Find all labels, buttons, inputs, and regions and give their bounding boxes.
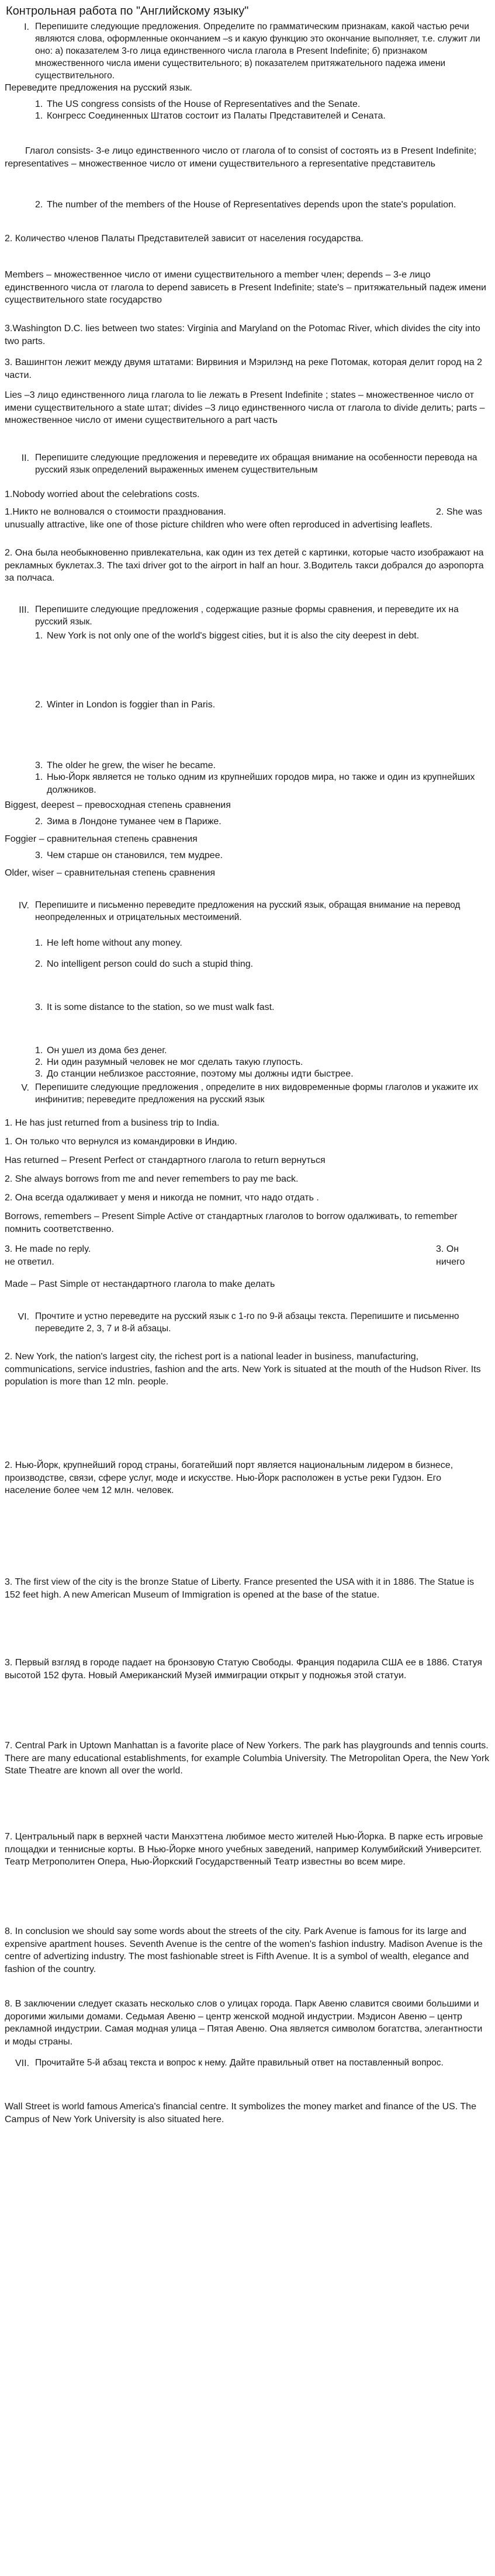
list-item	[35, 1056, 485, 1069]
section-instructions: Прочтите и устно переведите на русский язык с 1-го по 9-й абзацы текста. Перепишите и письменно переведите 2, 3, 7 и 8-й абзацы.	[35, 1311, 459, 1334]
list-item-text: Winter in London is foggier than in Paris.	[47, 700, 216, 710]
list-item-number: 1.	[35, 99, 43, 109]
paragraph: 2. She always borrows from me and never remembers to pay me back.	[5, 1174, 299, 1184]
paragraph: Глагол consists- 3-е лицо единственного число от глагола of to consist of состоять из в Present Indefinite; representatives – множественное число от имени существительного a representative представитель	[5, 146, 477, 169]
section-1	[15, 21, 483, 82]
list-item	[35, 630, 485, 643]
list-item	[35, 759, 485, 772]
sentence: не ответил.	[5, 1256, 54, 1267]
paragraph: Older, wiser – сравнительная степень сравнения	[5, 868, 216, 878]
section-4	[15, 900, 483, 924]
paragraph: 1. He has just returned from a business trip to India.	[5, 1118, 220, 1128]
list-item-text: New York is not only one of the world's biggest cities, but it is also the city deepest in debt.	[47, 631, 420, 641]
section-number: V.	[21, 1083, 29, 1093]
paragraph: 8. В заключении следует сказать несколько слов о улицах города. Парк Авеню славится своими большими и дорогими жилыми домами. Седьмая Авеню – центр женской модной индустрии. Мэдисон Авеню – центр рекламной индустрии. Самая модная улица – Пятая Авеню. Она является символом богатства, элегантности и моды страны.	[5, 1999, 483, 2047]
paragraph	[5, 506, 490, 531]
list-item	[35, 815, 485, 828]
list-item-text: Нью-Йорк является не только одним из крупнейших городов мира, но также и один из крупнейших должников.	[47, 772, 475, 795]
paragraph: 3.Washington D.C. lies between two states: Virginia and Maryland on the Potomac River, which divides the city into two parts.	[5, 324, 480, 346]
list-item-text: Он ушел из дома без денег.	[47, 1046, 167, 1056]
paragraph: 2. Нью-Йорк, крупнейший город страны, богатейший порт является национальным лидером в бизнесе, производстве, связи, сфере услуг, моде и искусстве. Нью-Йорк расположен в устье реки Гудзон. Его население более чем 12 млн. человек.	[5, 1460, 454, 1496]
section-3	[15, 604, 483, 629]
list-item-number: 2.	[35, 817, 43, 827]
paragraph: 2. Количество членов Палаты Представителей зависит от населения государства.	[5, 234, 364, 244]
section-instructions: Перепишите следующие предложения. Определите по грамматическим признакам, какой частью речи являются слова, оформленные окончанием –s и какую функцию это окончание выполняет, т.е. служит ли оно: а) показателем 3-го лица единственного числа глагола в Present Indefinite; б) признаком множественного числа имени существительного; в) показателем притяжательного падежа имени существительного.	[35, 22, 480, 81]
list-item	[35, 849, 485, 862]
list-item-number: 2.	[35, 200, 43, 210]
paragraph: Borrows, remembers – Present Simple Active от стандартных глаголов to borrow одалживать, to remember помнить соответственно.	[5, 1211, 458, 1234]
paragraph: 2. New York, the nation's largest city, the richest port is a national leader in business, manufacturing, communications, service industries, fashion and the arts. New York is situated at the mouth of the Hudson River. Its population is more than 12 mln. people.	[5, 1352, 481, 1387]
list-item-text: Зима в Лондоне туманее чем в Париже.	[47, 817, 221, 827]
list-item	[35, 771, 485, 796]
paragraph: 3. Первый взгляд в городе падает на бронзовую Статую Свободы. Франция подарила США ее в 1886. Статуя высотой 152 фута. Новый Американский Музей иммиграции открыт у подножья этой статуи.	[5, 1658, 483, 1681]
section-5	[15, 1082, 483, 1106]
paragraph: 1. Он только что вернулся из командировки в Индию.	[5, 1137, 237, 1147]
paragraph: Wall Street is world famous America's financial centre. It symbolizes the money market and finance of the US. The Campus of New York University is also situated here.	[5, 2102, 476, 2124]
list-item-text: The older he grew, the wiser he became.	[47, 761, 216, 770]
section-instructions: Перепишите и письменно переведите предложения на русский язык, обращая внимание на перевод неопределенных и отрицательных местоимений.	[35, 900, 461, 922]
list-item-number: 1.	[35, 772, 43, 782]
paragraph: Lies –3 лицо единственного лица глагола to lie лежать в Present Indefinite ; states – множественное число от имени существительного a state штат; divides –3 лицо единственного числа от глагола to divide делить; parts – множественное число от имени существительного a part часть	[5, 390, 485, 426]
list-item-number: 2.	[35, 700, 43, 710]
sentence: 2. Она была необыкновенно привлекательна, как один из тех детей с картинки, которые часто изображают на рекламных буклетах.3. The taxi driver got to the airport in half an hour.	[5, 548, 484, 571]
section-instructions: Прочитайте 5-й абзац текста и вопрос к нему. Дайте правильный ответ на поставленный вопрос.	[35, 2058, 444, 2068]
paragraph: Has returned – Present Perfect от стандартного глагола to return вернуться	[5, 1155, 326, 1165]
paragraph: 1.Nobody worried about the celebrations costs.	[5, 489, 200, 499]
list-item-text: The US congress consists of the House of Representatives and the Senate.	[47, 99, 361, 109]
list-item	[35, 699, 485, 711]
paragraph: 8. In conclusion we should say some words about the streets of the city. Park Avenue is famous for its large and expensive apartment houses. Seventh Avenue is the centre of the women's fashion industry. Madison Avenue is the centre of advertizing industry. The most fashionable street is Fifth Avenue. It is a symbol of wealth, elegance and fashion of the country.	[5, 1926, 483, 1974]
list-item-text: Чем старше он становился, тем мудрее.	[47, 850, 223, 860]
section-6	[15, 1311, 483, 1335]
list-item	[35, 937, 485, 950]
paragraph: Переведите предложения на русский язык.	[5, 83, 192, 93]
section-instructions: Перепишите следующие предложения , определите в них видовременные формы глаголов и укажите их инфинитив; переведите предложения на русский язык	[35, 1082, 479, 1105]
list-item	[35, 98, 485, 111]
paragraph: Members – множественное число от имени существительного a member член; depends – 3-е лицо единственного числа от глагола to depend зависеть в Present Indefinite; state's – притяжательный падеж имени существительного state государство	[5, 270, 486, 305]
list-item-number: 1.	[35, 111, 43, 121]
list-item-text: It is some distance to the station, so we must walk fast.	[47, 1002, 275, 1012]
list-item	[35, 958, 485, 971]
sentence: 1.Никто не волновался о стоимости празднования.	[5, 507, 226, 517]
list-item	[35, 199, 485, 211]
section-instructions: Перепишите следующие предложения и переведите их обращая внимание на особенности перевода на русский язык определений выраженных именем существительным	[35, 453, 477, 475]
sentence: unusually attractive, like one of those picture children who were often reproduced in advertising leaflets.	[5, 519, 432, 530]
section-number: I.	[24, 22, 29, 32]
list-item-number: 3.	[35, 850, 43, 860]
list-item	[35, 1001, 485, 1014]
list-item-text: The number of the members of the House of Representatives depends upon the state's population.	[47, 200, 456, 210]
section-number: III.	[19, 605, 29, 615]
paragraph: 7. Central Park in Uptown Manhattan is a favorite place of New Yorkers. The park has playgrounds and tennis courts. There are many educational establishments, for example Columbia University. The Metropolitan Opera, the New York State Theatre are known all over the world.	[5, 1741, 490, 1776]
section-number: VII.	[15, 2058, 30, 2068]
list-item-text: He left home without any money.	[47, 938, 182, 948]
list-item	[35, 110, 485, 123]
section-number: IV.	[18, 901, 29, 911]
section-2	[15, 452, 483, 477]
section-7	[15, 2057, 483, 2070]
list-item-number: 1.	[35, 938, 43, 948]
list-item-text: До станции неблизкое расстояние, поэтому мы должны идти быстрее.	[47, 1069, 354, 1079]
paragraph	[5, 547, 490, 585]
paragraph: Made – Past Simple от нестандартного глагола to make делать	[5, 1279, 275, 1289]
list-item-number: 2.	[35, 959, 43, 969]
section-number: II.	[21, 453, 29, 463]
sentence: 3.Водитель такси добрался до аэропорта за полчаса.	[5, 560, 484, 584]
list-item-text: Ни один разумный человек не мог сделать такую глупость.	[47, 1057, 303, 1067]
paragraph: Foggier – сравнительная степень сравнения	[5, 834, 198, 844]
paragraph: 3. The first view of the city is the bronze Statue of Liberty. France presented the USA with it in 1886. The Statue is 152 feet high. A new American Museum of Immigration is opened at the base of the statue.	[5, 1577, 475, 1600]
section-instructions: Перепишите следующие предложения , содержащие разные формы сравнения, и переведите их на русский язык.	[35, 605, 459, 627]
paragraph: Biggest, deepest – превосходная степень сравнения	[5, 800, 231, 810]
list-item-number: 1.	[35, 1046, 43, 1056]
list-item-number: 3.	[35, 1002, 43, 1012]
paragraph: 3. Вашингтон лежит между двумя штатами: Вирвиния и Мэрилэнд на реке Потомак, которая делит город на 2 части.	[5, 357, 482, 380]
sentence: 2. She was	[436, 507, 483, 517]
list-item-number: 1.	[35, 631, 43, 641]
paragraph: 2. Она всегда одалживает у меня и никогда не помнит, что надо отдать .	[5, 1193, 319, 1203]
list-item	[35, 1068, 485, 1081]
list-item-text: Конгресс Соединенных Штатов состоит из Палаты Представителей и Сената.	[47, 111, 386, 121]
sentence: 3. Он ничего	[436, 1244, 465, 1267]
list-item-number: 3.	[35, 1069, 43, 1079]
list-item-number: 2.	[35, 1057, 43, 1067]
page-title: Контрольная работа по "Английскому языку"	[6, 5, 249, 18]
sentence: 3. He made no reply.	[5, 1244, 91, 1254]
list-item	[35, 1044, 485, 1057]
list-item-text: No intelligent person could do such a stupid thing.	[47, 959, 254, 969]
paragraph: 7. Центральный парк в верхней части Манхэттена любимое место жителей Нью-Йорка. В парке есть игровые площадки и теннисные корты. В Нью-Йорке много учебных заведений, например Колумбийский Университет. Театр Метрополитен Опера, Нью-Йоркский Государственный Театр известны во всем мире.	[5, 1832, 483, 1867]
paragraph	[5, 1243, 490, 1268]
list-item-number: 3.	[35, 761, 43, 770]
section-number: VI.	[18, 1312, 29, 1322]
